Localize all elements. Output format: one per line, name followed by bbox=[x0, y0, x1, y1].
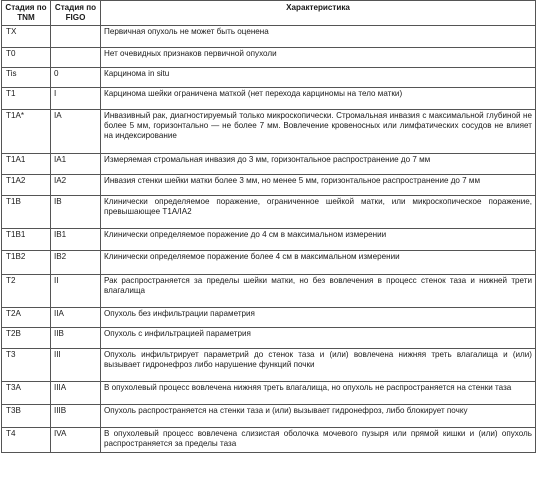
figo-stage-cell bbox=[51, 26, 101, 48]
figo-stage-cell: IB2 bbox=[51, 251, 101, 275]
table-row bbox=[2, 154, 536, 175]
description-cell: Клинически определяемое поражение до 4 см в максимальном измерении bbox=[101, 229, 536, 251]
figo-stage-cell: IA2 bbox=[51, 175, 101, 196]
figo-stage-cell: IA1 bbox=[51, 154, 101, 175]
figo-stage-cell: 0 bbox=[51, 68, 101, 88]
tnm-stage-cell: T4 bbox=[2, 428, 51, 453]
tnm-stage-cell: T1A2 bbox=[2, 175, 51, 196]
table-row bbox=[2, 428, 536, 453]
description-cell: Измеряемая стромальная инвазия до 3 мм, горизонтальное распространение до 7 мм bbox=[101, 154, 536, 175]
description-cell: Первичная опухоль не может быть оценена bbox=[101, 26, 536, 48]
figo-stage-cell: IA bbox=[51, 110, 101, 154]
description-cell: Опухоль с инфильтрацией параметрия bbox=[101, 328, 536, 349]
table-row bbox=[2, 48, 536, 68]
staging-table-document bbox=[1, 0, 535, 481]
table-row bbox=[2, 349, 536, 382]
description-cell: Нет очевидных признаков первичной опухоли bbox=[101, 48, 536, 68]
tnm-stage-cell: T3A bbox=[2, 382, 51, 405]
table-row bbox=[2, 405, 536, 428]
figo-stage-cell: IIB bbox=[51, 328, 101, 349]
figo-stage-cell: IVA bbox=[51, 428, 101, 453]
staging-table bbox=[1, 0, 536, 453]
description-cell: Клинически определяемое поражение, ограниченное шейкой матки, или микроскопическое поражение, превышающее T1A/IA2 bbox=[101, 196, 536, 229]
tnm-stage-cell: T1B2 bbox=[2, 251, 51, 275]
header-tnm: Стадия по TNM bbox=[2, 1, 51, 26]
table-row bbox=[2, 275, 536, 308]
description-cell: Опухоль инфильтрирует параметрий до стенок таза и (или) вовлечена нижняя треть влагалища и (или) вызывает гидронефроз либо нарушение функций почки bbox=[101, 349, 536, 382]
tnm-stage-cell: T2A bbox=[2, 308, 51, 328]
tnm-stage-cell: T3 bbox=[2, 349, 51, 382]
tnm-stage-cell: T1B bbox=[2, 196, 51, 229]
description-cell: Рак распространяется за пределы шейки матки, но без вовлечения в процесс стенок таза и нижней трети влагалища bbox=[101, 275, 536, 308]
figo-stage-cell: I bbox=[51, 88, 101, 110]
tnm-stage-cell: T1A* bbox=[2, 110, 51, 154]
header-row bbox=[2, 1, 536, 26]
tnm-stage-cell: T2 bbox=[2, 275, 51, 308]
description-cell: В опухолевый процесс вовлечена слизистая оболочка мочевого пузыря или прямой кишки и (или) опухоль распространяется за пределы таза bbox=[101, 428, 536, 453]
description-cell: Карцинома in situ bbox=[101, 68, 536, 88]
description-cell: Опухоль распространяется на стенки таза и (или) вызывает гидронефроз, либо блокирует почку bbox=[101, 405, 536, 428]
table-row bbox=[2, 308, 536, 328]
table-row bbox=[2, 88, 536, 110]
description-cell: Клинически определяемое поражение более 4 см в максимальном измерении bbox=[101, 251, 536, 275]
description-cell: В опухолевый процесс вовлечена нижняя треть влагалища, но опухоль не распространяется на стенки таза bbox=[101, 382, 536, 405]
figo-stage-cell: IB1 bbox=[51, 229, 101, 251]
tnm-stage-cell: T3B bbox=[2, 405, 51, 428]
header-description: Характеристика bbox=[101, 1, 536, 26]
tnm-stage-cell: T1 bbox=[2, 88, 51, 110]
figo-stage-cell bbox=[51, 48, 101, 68]
description-cell: Инвазивный рак, диагностируемый только микроскопически. Стромальная инвазия с максимальной глубиной не более 5 мм, горизонтально — не более 7 мм. Вовлечение кровеносных или лимфатических сосудов не влияет на индексирование bbox=[101, 110, 536, 154]
table-row bbox=[2, 251, 536, 275]
figo-stage-cell: IIIB bbox=[51, 405, 101, 428]
description-cell: Инвазия стенки шейки матки более 3 мм, но менее 5 мм, горизонтальное распространение до 7 мм bbox=[101, 175, 536, 196]
figo-stage-cell: II bbox=[51, 275, 101, 308]
figo-stage-cell: III bbox=[51, 349, 101, 382]
table-row bbox=[2, 26, 536, 48]
figo-stage-cell: IIIA bbox=[51, 382, 101, 405]
table-row bbox=[2, 110, 536, 154]
tnm-stage-cell: T1B1 bbox=[2, 229, 51, 251]
description-cell: Опухоль без инфильтрации параметрия bbox=[101, 308, 536, 328]
figo-stage-cell: IB bbox=[51, 196, 101, 229]
tnm-stage-cell: TX bbox=[2, 26, 51, 48]
table-row bbox=[2, 175, 536, 196]
description-cell: Карцинома шейки ограничена маткой (нет перехода карциномы на тело матки) bbox=[101, 88, 536, 110]
tnm-stage-cell: T1A1 bbox=[2, 154, 51, 175]
table-row bbox=[2, 328, 536, 349]
tnm-stage-cell: T0 bbox=[2, 48, 51, 68]
figo-stage-cell: IIA bbox=[51, 308, 101, 328]
header-figo: Стадия по FIGO bbox=[51, 1, 101, 26]
table-row bbox=[2, 229, 536, 251]
table-row bbox=[2, 68, 536, 88]
tnm-stage-cell: T2B bbox=[2, 328, 51, 349]
tnm-stage-cell: Tis bbox=[2, 68, 51, 88]
table-row bbox=[2, 196, 536, 229]
table-row bbox=[2, 382, 536, 405]
